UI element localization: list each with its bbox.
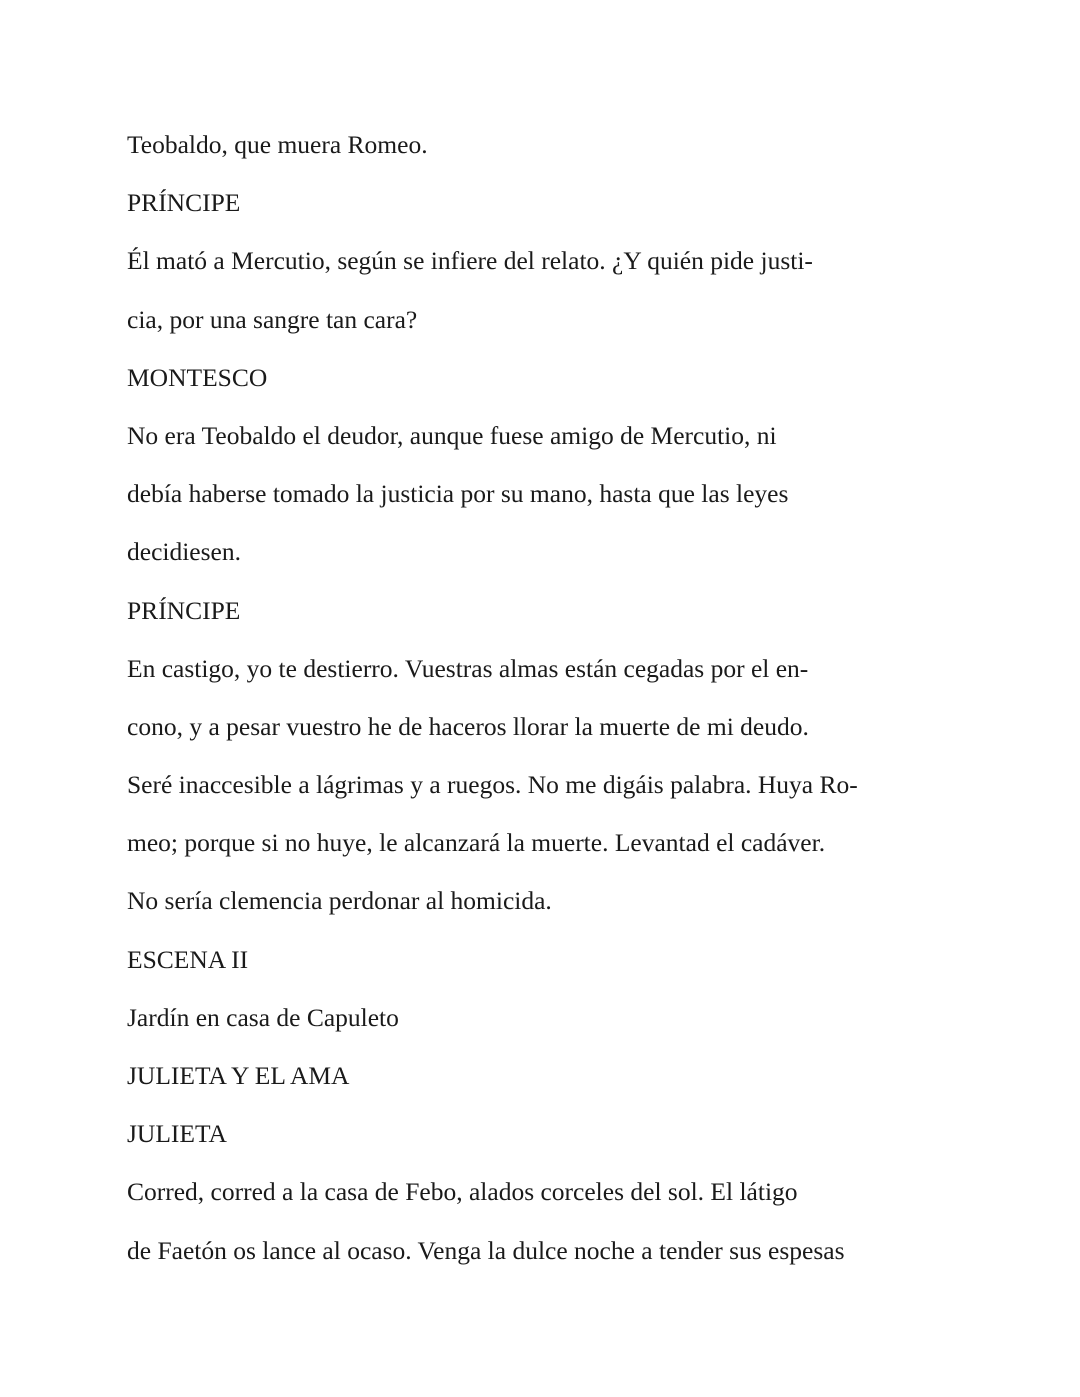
document-text: [127, 116, 927, 1280]
scene-heading: ESCENA II: [127, 944, 249, 974]
text-line: Él mató a Mercutio, según se infiere del relato. ¿Y quién pide justi-: [127, 246, 813, 276]
text-line: cono, y a pesar vuestro he de haceros llorar la muerte de mi deudo.: [127, 711, 809, 741]
text-line: En castigo, yo te destierro. Vuestras almas están cegadas por el en-: [127, 653, 809, 683]
speaker-name: PRÍNCIPE: [127, 595, 241, 625]
text-line: decidiesen.: [127, 537, 241, 567]
text-line: Corred, corred a la casa de Febo, alados corceles del sol. El látigo: [127, 1177, 798, 1207]
text-line: No era Teobaldo el deudor, aunque fuese amigo de Mercutio, ni: [127, 420, 777, 450]
text-line: cia, por una sangre tan cara?: [127, 304, 418, 334]
characters-on-stage: JULIETA Y EL AMA: [127, 1061, 350, 1090]
text-line: debía haberse tomado la justicia por su mano, hasta que las leyes: [127, 479, 789, 509]
speaker-name: MONTESCO: [127, 362, 268, 392]
speaker-name: JULIETA: [127, 1119, 227, 1149]
text-line: de Faetón os lance al ocaso. Venga la dulce noche a tender sus espesas: [127, 1235, 845, 1265]
speaker-name: PRÍNCIPE: [127, 188, 241, 218]
stage-setting: Jardín en casa de Capuleto: [127, 1002, 399, 1032]
text-line: meo; porque si no huye, le alcanzará la muerte. Levantad el cadáver.: [127, 828, 826, 858]
text-line: Teobaldo, que muera Romeo.: [127, 130, 428, 159]
text-line: No sería clemencia perdonar al homicida.: [127, 886, 552, 916]
text-line: Seré inaccesible a lágrimas y a ruegos. No me digáis palabra. Huya Ro-: [127, 770, 858, 800]
